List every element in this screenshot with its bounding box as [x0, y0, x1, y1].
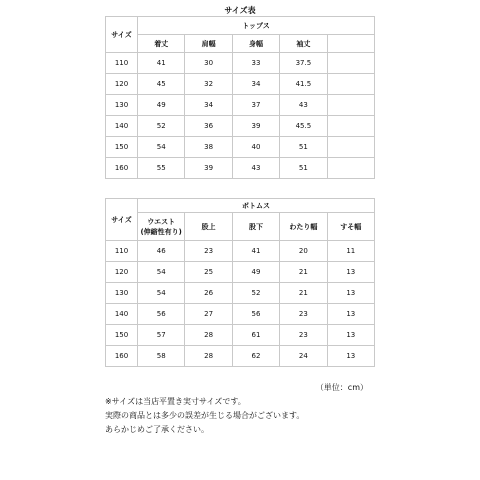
measurement-cell: 39 [185, 158, 232, 179]
bottoms-column-header [232, 213, 279, 241]
measurement-cell: 51 [280, 137, 327, 158]
note-line: ※サイズは当店平置き実寸サイズです。 [105, 397, 246, 406]
measurement-cell: 39 [232, 116, 279, 137]
measurement-cell: 54 [138, 137, 185, 158]
note-line: あらかじめご了承ください。 [105, 425, 209, 434]
table-row [106, 304, 375, 325]
table-row [106, 241, 375, 262]
bottoms-column-header [327, 213, 374, 241]
measurement-cell: 25 [185, 262, 232, 283]
measurement-cell: 28 [185, 346, 232, 367]
measurement-cell: 52 [138, 116, 185, 137]
measurement-cell: 41.5 [280, 74, 327, 95]
tops-column-header [327, 35, 374, 53]
measurement-cell [327, 158, 374, 179]
table-row [106, 325, 375, 346]
measurement-cell: 20 [280, 241, 327, 262]
measurement-cell: 54 [138, 262, 185, 283]
bottoms-column-header [185, 213, 232, 241]
measurement-cell: 37 [232, 95, 279, 116]
table-row [106, 95, 375, 116]
tops-group-header: トップス [138, 17, 375, 35]
measurement-cell [327, 116, 374, 137]
size-cell: 140 [106, 116, 138, 137]
table-row [106, 74, 375, 95]
measurement-cell: 13 [327, 346, 374, 367]
measurement-cell: 32 [185, 74, 232, 95]
measurement-cell: 38 [185, 137, 232, 158]
size-cell: 130 [106, 95, 138, 116]
size-cell: 110 [106, 53, 138, 74]
measurement-cell: 41 [138, 53, 185, 74]
measurement-cell: 43 [280, 95, 327, 116]
measurement-cell: 56 [138, 304, 185, 325]
measurement-cell: 23 [280, 325, 327, 346]
table-row [106, 283, 375, 304]
measurement-cell: 52 [232, 283, 279, 304]
table-row [106, 346, 375, 367]
tops-size-table [105, 16, 375, 179]
measurement-cell: 24 [280, 346, 327, 367]
measurement-cell: 23 [280, 304, 327, 325]
measurement-cell: 49 [138, 95, 185, 116]
measurement-cell: 45 [138, 74, 185, 95]
bottoms-column-header-line: わたり幅 [289, 222, 318, 231]
tops-column-header: 着丈 [138, 35, 185, 53]
tops-size-header: サイズ [106, 17, 138, 53]
table-row [106, 262, 375, 283]
bottoms-column-header [138, 213, 185, 241]
measurement-cell: 43 [232, 158, 279, 179]
measurement-cell: 51 [280, 158, 327, 179]
note-line: 実際の商品とは多少の誤差が生じる場合がございます。 [105, 411, 305, 420]
tops-column-header: 身幅 [232, 35, 279, 53]
bottoms-column-header-line: (伸縮性有り) [140, 227, 182, 236]
size-chart-title: サイズ表 [224, 6, 256, 15]
size-cell: 160 [106, 346, 138, 367]
measurement-cell: 13 [327, 283, 374, 304]
bottoms-group-header: ボトムス [138, 199, 375, 213]
bottoms-column-header-line: すそ幅 [340, 222, 362, 231]
measurement-cell [327, 95, 374, 116]
measurement-cell: 13 [327, 262, 374, 283]
bottoms-column-header [280, 213, 327, 241]
measurement-cell: 33 [232, 53, 279, 74]
size-cell: 130 [106, 283, 138, 304]
size-cell: 120 [106, 262, 138, 283]
measurement-cell: 26 [185, 283, 232, 304]
tops-column-header: 肩幅 [185, 35, 232, 53]
measurement-cell: 34 [185, 95, 232, 116]
measurement-cell: 62 [232, 346, 279, 367]
measurement-cell: 55 [138, 158, 185, 179]
size-cell: 120 [106, 74, 138, 95]
size-cell: 110 [106, 241, 138, 262]
measurement-cell: 23 [185, 241, 232, 262]
tops-column-header: 袖丈 [280, 35, 327, 53]
table-row [106, 137, 375, 158]
unit-note: （単位：cm） [315, 383, 368, 392]
measurement-cell: 41 [232, 241, 279, 262]
measurement-cell: 13 [327, 304, 374, 325]
measurement-cell: 61 [232, 325, 279, 346]
measurement-cell: 28 [185, 325, 232, 346]
measurement-cell: 58 [138, 346, 185, 367]
size-cell: 140 [106, 304, 138, 325]
table-row [106, 158, 375, 179]
bottoms-column-header-line: 股上 [201, 222, 216, 231]
measurement-cell: 45.5 [280, 116, 327, 137]
measurement-cell: 56 [232, 304, 279, 325]
measurement-cell: 30 [185, 53, 232, 74]
measurement-cell: 37.5 [280, 53, 327, 74]
size-cell: 160 [106, 158, 138, 179]
measurement-cell: 57 [138, 325, 185, 346]
measurement-cell: 46 [138, 241, 185, 262]
measurement-cell: 27 [185, 304, 232, 325]
bottoms-column-header-line: 股下 [248, 222, 263, 231]
measurement-cell: 11 [327, 241, 374, 262]
measurement-cell: 54 [138, 283, 185, 304]
bottoms-size-table [105, 198, 375, 367]
bottoms-column-header-line: ウエスト [147, 217, 176, 226]
measurement-cell: 21 [280, 283, 327, 304]
size-cell: 150 [106, 325, 138, 346]
measurement-cell: 34 [232, 74, 279, 95]
bottoms-size-header: サイズ [106, 199, 138, 241]
measurement-cell [327, 137, 374, 158]
size-cell: 150 [106, 137, 138, 158]
table-row [106, 53, 375, 74]
measurement-cell: 21 [280, 262, 327, 283]
measurement-cell: 40 [232, 137, 279, 158]
measurement-cell [327, 74, 374, 95]
table-row [106, 116, 375, 137]
measurement-cell: 49 [232, 262, 279, 283]
measurement-cell: 36 [185, 116, 232, 137]
measurement-cell: 13 [327, 325, 374, 346]
notes [105, 395, 304, 437]
measurement-cell [327, 53, 374, 74]
